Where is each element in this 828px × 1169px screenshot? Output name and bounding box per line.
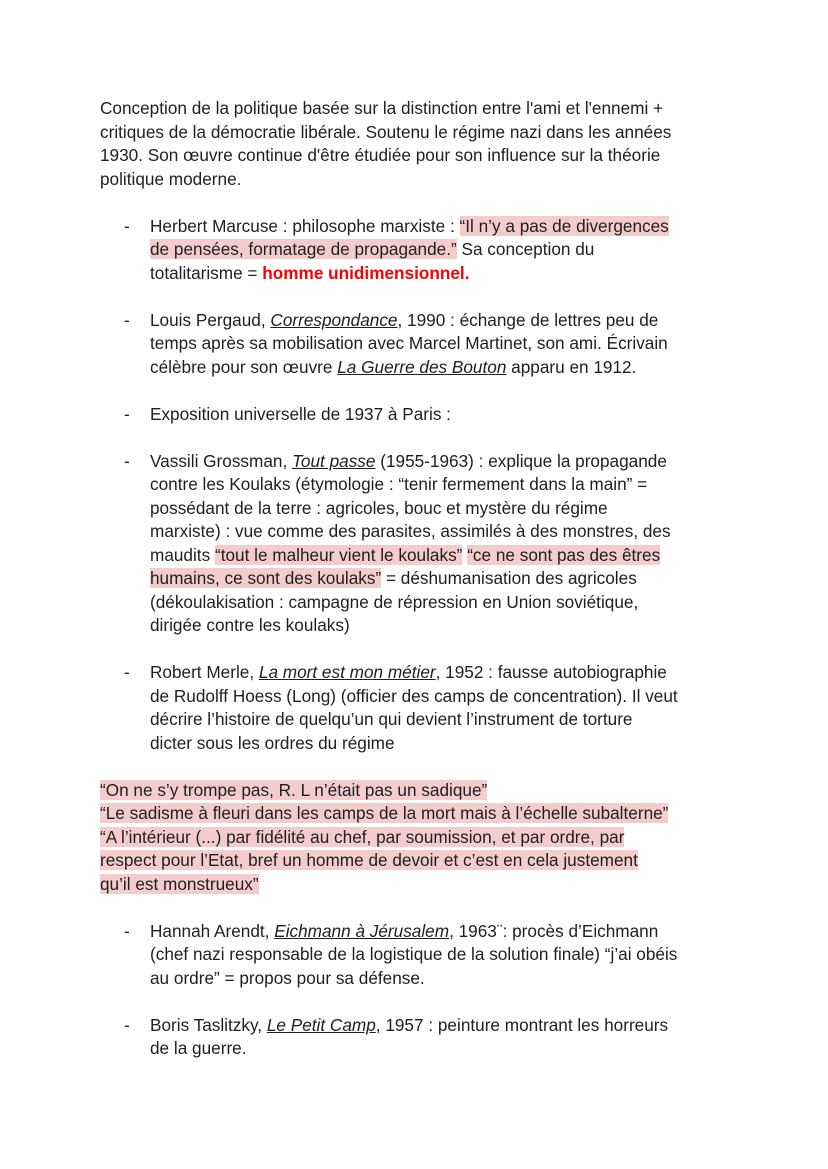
text-line — [150, 943, 740, 967]
text-segment: maudits — [150, 544, 215, 565]
highlighted-quote: qu’il est monstrueux” — [100, 873, 259, 894]
text-line — [150, 309, 740, 333]
text-segment: (chef nazi responsable de la logistique de la solution finale) “j’ai obéis — [150, 944, 678, 964]
text-segment: critiques de la démocratie libérale. Soutenu le régime nazi dans les années — [100, 121, 672, 142]
text-line — [150, 708, 740, 732]
highlighted-quote: “Il n’y a pas de divergences — [459, 215, 669, 236]
text-line — [150, 238, 740, 262]
bullet-dash: - — [124, 215, 130, 236]
bullet-item — [100, 215, 740, 286]
text-segment: possédant de la terre : agricoles, bouc et mystère du régime — [150, 497, 608, 518]
text-line — [100, 97, 740, 121]
text-segment: , 1957 : peinture montrant les horreurs — [375, 1014, 669, 1035]
text-line — [150, 685, 740, 709]
text-segment: = déshumanisation des agricoles — [381, 568, 637, 588]
text-segment: , 1952 : fausse autobiographie — [435, 662, 667, 682]
bullet-item — [100, 920, 740, 991]
bullet-item — [100, 661, 740, 755]
text-line — [150, 544, 740, 568]
text-segment: marxiste) : vue comme des parasites, assimilés à des monstres, des — [150, 521, 671, 541]
bullet-dash: - — [124, 1014, 130, 1035]
text-line — [150, 356, 740, 380]
text-line — [150, 1014, 740, 1038]
text-line — [150, 332, 740, 356]
text-segment: de Rudolff Hoess (Long) (officier des camps de concentration). Il veut — [150, 685, 678, 706]
text-line — [100, 849, 740, 873]
highlighted-quote: “A l’intérieur (...) par fidélité au chef, par soumission, et par ordre, par — [100, 826, 625, 847]
bullet-dash: - — [124, 662, 130, 682]
text-line — [100, 779, 740, 803]
highlighted-quote: “On ne s’y trompe pas, R. L n’était pas un sadique” — [100, 779, 488, 800]
text-line — [150, 262, 740, 286]
text-line — [150, 614, 740, 638]
text-segment: Hannah Arendt, — [150, 920, 275, 941]
text-segment: , 1990 : échange de lettres peu de — [397, 309, 659, 330]
text-segment: dicter sous les ordres du régime — [150, 732, 395, 753]
bullet-dash: - — [124, 920, 130, 941]
text-segment: de la guerre. — [150, 1038, 247, 1058]
text-line — [150, 567, 740, 591]
bullet-item — [100, 403, 740, 427]
text-segment: Vassili Grossman, — [150, 450, 292, 471]
bullet-item — [100, 309, 740, 380]
text-line — [150, 967, 740, 991]
highlighted-quote: “ce ne sont pas des êtres — [467, 544, 661, 565]
text-segment: célèbre pour son œuvre — [150, 356, 338, 377]
text-line — [150, 473, 740, 497]
text-segment: Robert Merle, — [150, 662, 259, 682]
text-segment: Herbert Marcuse : philosophe marxiste : — [150, 215, 460, 236]
text-line — [150, 215, 740, 239]
text-segment: contre les Koulaks (étymologie : “tenir fermement dans la main” = — [150, 474, 648, 494]
bullet-item — [100, 1014, 740, 1061]
text-segment: au ordre” = propos pour sa défense. — [150, 967, 425, 988]
text-line — [150, 1037, 740, 1061]
text-line — [150, 497, 740, 521]
text-segment: (1955-1963) : explique la propagande — [375, 450, 667, 471]
text-line — [100, 121, 740, 145]
text-segment: totalitarisme = — [150, 262, 263, 283]
highlighted-quote: humains, ce sont des koulaks” — [150, 568, 382, 588]
bullet-dash: - — [124, 309, 130, 330]
text-line — [100, 168, 740, 192]
work-title: Tout passe — [292, 450, 376, 471]
text-segment: politique moderne. — [100, 168, 242, 189]
text-line — [150, 403, 740, 427]
text-segment: Conception de la politique basée sur la distinction entre l'ami et l'ennemi + — [100, 98, 664, 118]
text-line — [100, 826, 740, 850]
document-body — [100, 97, 740, 1084]
text-segment: Boris Taslitzky, — [150, 1014, 267, 1035]
text-line — [150, 591, 740, 615]
text-segment: 1930. Son œuvre continue d'être étudiée pour son influence sur la théorie — [100, 145, 661, 165]
text-segment: temps après sa mobilisation avec Marcel Martinet, son ami. Écrivain — [150, 333, 668, 353]
work-title: La mort est mon métier — [258, 662, 436, 682]
bullet-dash: - — [124, 450, 130, 471]
text-line — [100, 873, 740, 897]
highlighted-quote: respect pour l’Etat, bref un homme de devoir et c’est en cela justement — [100, 850, 638, 870]
text-line — [100, 802, 740, 826]
emphasis-text: homme unidimensionnel. — [262, 262, 470, 283]
highlighted-quote: de pensées, formatage de propagande.” — [150, 239, 457, 259]
text-segment: apparu en 1912. — [506, 356, 637, 377]
text-segment: Louis Pergaud, — [150, 309, 271, 330]
paragraph — [100, 779, 740, 897]
text-segment: Exposition universelle de 1937 à Paris : — [150, 403, 451, 424]
work-title: Eichmann à Jérusalem — [274, 920, 450, 941]
text-line — [150, 450, 740, 474]
bullet-item — [100, 450, 740, 638]
text-segment: dirigée contre les koulaks) — [150, 615, 350, 635]
work-title: Le Petit Camp — [266, 1014, 376, 1035]
text-segment: décrire l’histoire de quelqu’un qui devient l’instrument de torture — [150, 709, 633, 729]
text-segment: Sa conception du — [456, 239, 595, 259]
text-line — [150, 732, 740, 756]
bullet-dash: - — [124, 403, 130, 424]
text-line — [100, 144, 740, 168]
text-segment: , 1963¨: procès d’Eichmann — [449, 920, 659, 941]
highlighted-quote: “Le sadisme à fleuri dans les camps de la mort mais à l’échelle subalterne” — [100, 803, 669, 823]
text-line — [150, 920, 740, 944]
text-segment: (dékoulakisation : campagne de répression en Union soviétique, — [150, 591, 639, 612]
work-title: La Guerre des Bouton — [337, 356, 507, 377]
work-title: Correspondance — [270, 309, 398, 330]
highlighted-quote: “tout le malheur vient le koulaks” — [214, 544, 463, 565]
text-line — [150, 520, 740, 544]
text-line — [150, 661, 740, 685]
paragraph — [100, 97, 740, 191]
